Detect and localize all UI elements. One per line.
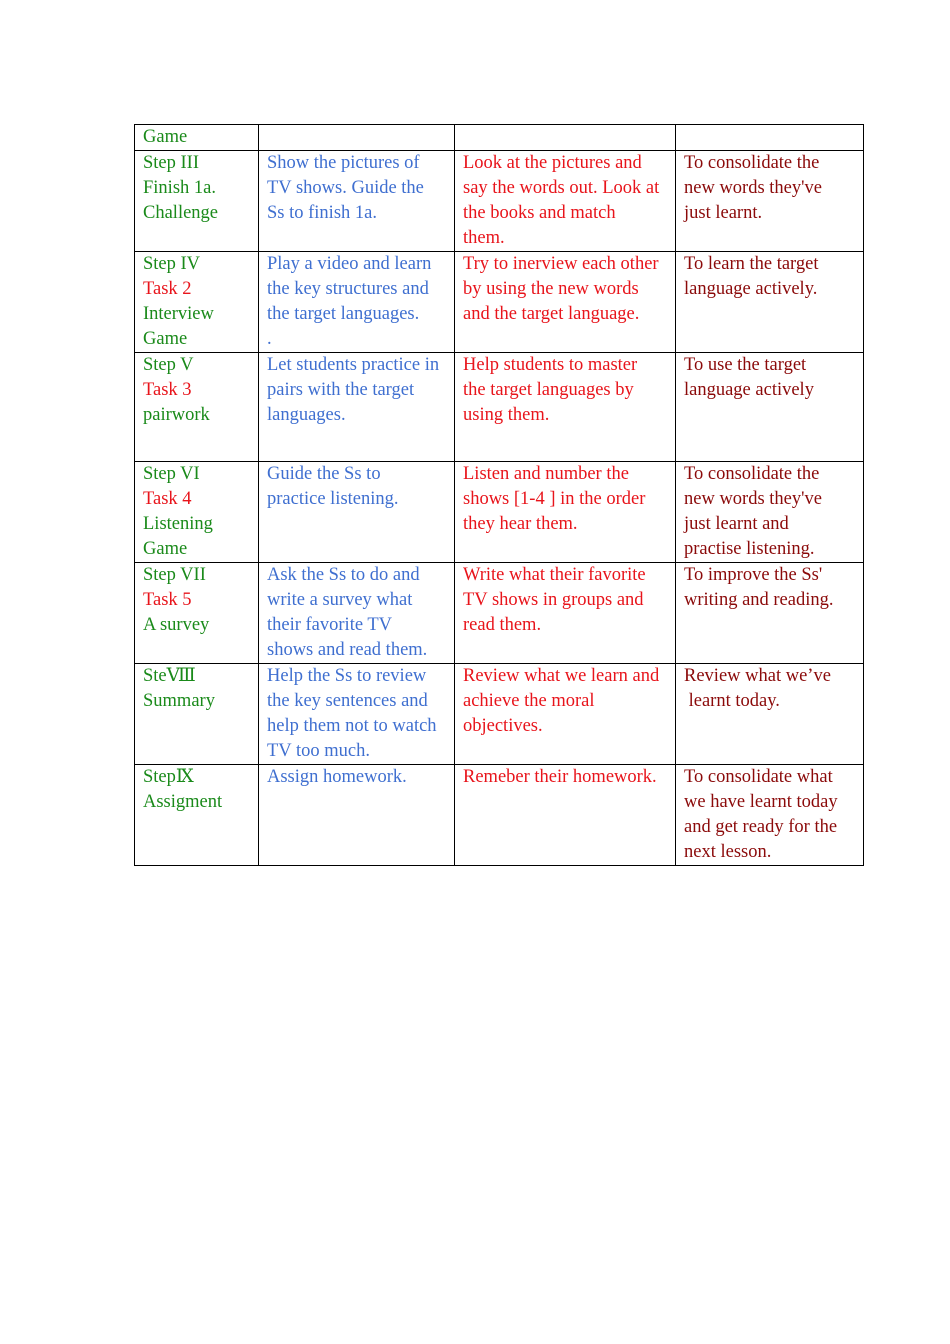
teacher-activity-text: Ask the Ss to do and [267,565,420,585]
table-row [135,563,864,664]
student-activity-text: say the words out. Look at [463,178,660,198]
teacher-activity-text: Let students practice in [267,355,440,375]
teacher-activity-cell [259,765,455,866]
teacher-activity-text: Help the Ss to review [267,666,427,686]
purpose-text: To use the target [684,355,807,375]
purpose-text: language actively. [684,279,818,299]
student-activity-text: and the target language. [463,304,640,324]
teacher-activity-text: their favorite TV [267,615,393,635]
teacher-activity-text: the key structures and [267,279,429,299]
student-activity-text: Try to inerview each other [463,254,659,274]
task-name: Assigment [143,792,223,812]
table-row [135,664,864,765]
purpose-text: To consolidate what [684,767,833,787]
task-label: Task 3 [143,380,192,400]
teacher-activity-text: Assign homework. [267,767,407,787]
purpose-text: Review what we’ve [684,666,831,686]
teacher-activity-text: Play a video and learn [267,254,432,274]
teacher-activity-text: . [267,329,272,349]
student-activity-text: shows [1-4 ] in the order [463,489,646,509]
task-name: Listening [143,514,213,534]
purpose-cell [676,462,864,563]
task-label: Task 5 [143,590,192,610]
purpose-text: next lesson. [684,842,772,862]
task-label: Task 2 [143,279,192,299]
teacher-activity-text: Show the pictures of [267,153,420,173]
purpose-cell [676,151,864,252]
purpose-text: To consolidate the [684,464,820,484]
step-cell [135,664,259,765]
student-activity-cell [455,353,676,462]
student-activity-cell [455,252,676,353]
teacher-activity-cell [259,462,455,563]
purpose-text: language actively [684,380,814,400]
lesson-plan-table [134,124,864,866]
task-name: Interview [143,304,214,324]
teacher-activity-cell [259,151,455,252]
teacher-activity-text: shows and read them. [267,640,428,660]
student-activity-text: by using the new words [463,279,639,299]
task-label: Task 4 [143,489,192,509]
step-label: Game [143,127,188,147]
step-label: Step VII [143,565,206,585]
step-cell [135,151,259,252]
task-name: Game [143,539,188,559]
step-cell [135,462,259,563]
table-row [135,765,864,866]
student-activity-text: TV shows in groups and [463,590,644,610]
teacher-activity-cell [259,125,455,151]
teacher-activity-cell [259,252,455,353]
purpose-text: To learn the target [684,254,819,274]
step-cell [135,353,259,462]
student-activity-text: Help students to master [463,355,638,375]
student-activity-cell [455,151,676,252]
task-name: A survey [143,615,210,635]
step-label: StepⅨ [143,767,194,787]
student-activity-text: they hear them. [463,514,578,534]
purpose-cell [676,252,864,353]
step-cell [135,765,259,866]
student-activity-text: Review what we learn and [463,666,660,686]
teacher-activity-cell [259,353,455,462]
teacher-activity-text: TV too much. [267,741,370,761]
purpose-text: learnt today. [684,691,780,711]
student-activity-text: read them. [463,615,542,635]
teacher-activity-text: the key sentences and [267,691,428,711]
table-row [135,151,864,252]
purpose-text: just learnt. [684,203,763,223]
purpose-text: To consolidate the [684,153,820,173]
purpose-text: and get ready for the [684,817,838,837]
teacher-activity-text: TV shows. Guide the [267,178,424,198]
student-activity-text: Look at the pictures and [463,153,642,173]
student-activity-cell [455,125,676,151]
purpose-cell [676,664,864,765]
step-label: Step VI [143,464,200,484]
purpose-text: practise listening. [684,539,815,559]
teacher-activity-cell [259,563,455,664]
student-activity-text: objectives. [463,716,543,736]
purpose-cell [676,125,864,151]
task-name: Game [143,329,188,349]
purpose-text: new words they've [684,178,822,198]
step-label: Step IV [143,254,201,274]
purpose-cell [676,353,864,462]
step-cell [135,563,259,664]
student-activity-text: Listen and number the [463,464,629,484]
purpose-cell [676,765,864,866]
step-label: Step V [143,355,194,375]
table-row [135,353,864,462]
student-activity-text: Write what their favorite [463,565,646,585]
teacher-activity-text: pairs with the target [267,380,415,400]
step-cell [135,252,259,353]
task-name: Summary [143,691,215,711]
student-activity-text: achieve the moral [463,691,595,711]
student-activity-text: using them. [463,405,550,425]
teacher-activity-text: Guide the Ss to [267,464,381,484]
student-activity-text: Remeber their homework. [463,767,657,787]
purpose-text: writing and reading. [684,590,834,610]
purpose-text: new words they've [684,489,822,509]
teacher-activity-text: Ss to finish 1a. [267,203,377,223]
teacher-activity-text: languages. [267,405,346,425]
task-name: Challenge [143,203,219,223]
teacher-activity-text: help them not to watch [267,716,437,736]
student-activity-cell [455,664,676,765]
student-activity-cell [455,563,676,664]
purpose-text: we have learnt today [684,792,838,812]
step-label: SteⅧ [143,666,196,686]
purpose-text: just learnt and [684,514,789,534]
task-label: Finish 1a. [143,178,216,198]
student-activity-text: the books and match [463,203,616,223]
teacher-activity-text: write a survey what [267,590,413,610]
step-cell [135,125,259,151]
teacher-activity-text: practice listening. [267,489,399,509]
task-name: pairwork [143,405,210,425]
student-activity-cell [455,765,676,866]
student-activity-text: them. [463,228,505,248]
table-row [135,462,864,563]
purpose-cell [676,563,864,664]
teacher-activity-text: the target languages. [267,304,420,324]
table-row [135,252,864,353]
student-activity-text: the target languages by [463,380,634,400]
student-activity-cell [455,462,676,563]
purpose-text: To improve the Ss' [684,565,823,585]
table-row [135,125,864,151]
step-label: Step III [143,153,199,173]
teacher-activity-cell [259,664,455,765]
